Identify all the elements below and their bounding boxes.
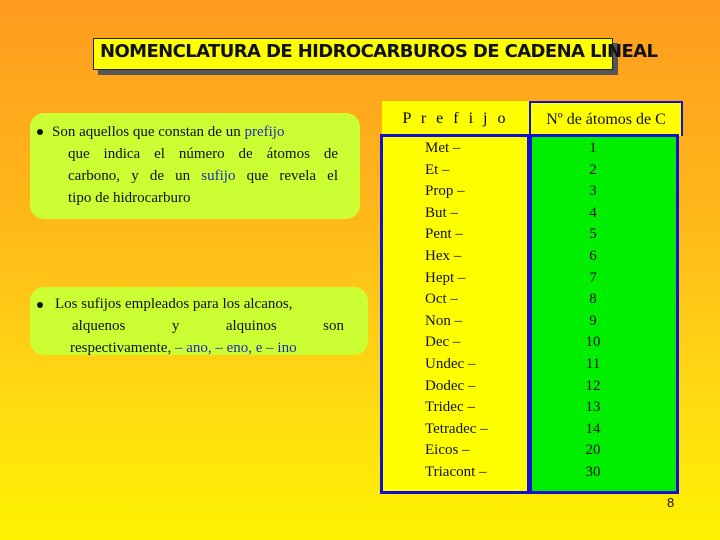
count-cell: 9 — [589, 312, 597, 329]
bullet-line — [68, 188, 190, 209]
count-cell: 11 — [585, 356, 601, 372]
highlight-sufijo: sufijo — [201, 168, 236, 184]
count-cell: 30 — [585, 464, 601, 480]
highlight-prefijo: prefijo — [244, 124, 285, 140]
bullet-text: Los sufijos empleados para los alcanos, — [55, 296, 293, 312]
bullet-text: que indica el número de átomos de — [68, 146, 338, 162]
bullet-box-suffixes — [30, 287, 368, 355]
prefix-cell: Et – — [425, 161, 450, 178]
count-cell: 8 — [589, 291, 597, 308]
prefix-cell: Tridec – — [425, 399, 475, 416]
count-cell: 4 — [589, 204, 597, 221]
bullet-line — [55, 294, 292, 315]
bullet-text: carbono, y de un — [68, 168, 202, 184]
count-column-header: Nº de átomos de C — [529, 101, 683, 136]
bullet-line — [52, 122, 284, 143]
bullet-text: respectivamente, — [70, 340, 175, 356]
count-cell: 3 — [589, 183, 597, 200]
count-cell: 14 — [585, 420, 601, 437]
prefix-cell: But – — [425, 204, 458, 221]
count-cell: 5 — [589, 226, 597, 243]
bullet-line — [68, 144, 338, 165]
prefix-cell: Eicos – — [425, 442, 470, 459]
prefix-cell: Prop – — [425, 183, 465, 200]
prefix-cell: Triacont – — [425, 464, 487, 480]
prefix-cell: Tetradec – — [425, 420, 488, 437]
bullet-line — [72, 316, 344, 337]
bullet-line — [70, 338, 297, 359]
prefix-cell: Dodec – — [425, 377, 476, 394]
bullet-text: tipo de hidrocarburo — [68, 190, 191, 206]
count-cell: 12 — [585, 377, 601, 394]
count-cell: 10 — [585, 334, 601, 351]
highlight-suffixes: – ano, – eno, e – ino — [174, 340, 297, 356]
count-cell: 13 — [585, 399, 601, 416]
bullet-text: que revela el — [235, 168, 338, 184]
prefix-cell: Met – — [425, 140, 461, 156]
prefix-cell: Hept – — [425, 269, 466, 286]
bullet-box-definition — [30, 113, 360, 219]
prefix-cell: Oct – — [425, 291, 458, 308]
count-cell: 6 — [589, 248, 597, 264]
count-cell: 1 — [589, 140, 597, 156]
prefix-cell: Undec – — [425, 356, 476, 372]
bullet-dot-icon — [37, 129, 43, 135]
prefix-column-header: P r e f i j o — [382, 101, 529, 136]
prefix-cell: Pent – — [425, 226, 463, 243]
count-column — [529, 134, 679, 494]
bullet-text: Son aquellos que constan de un — [52, 124, 245, 140]
prefix-cell: Non – — [425, 312, 463, 329]
bullet-dot-icon — [37, 302, 43, 308]
count-cell: 20 — [585, 442, 601, 459]
prefix-column — [380, 134, 530, 494]
title-box — [93, 38, 658, 70]
count-cell: 2 — [589, 161, 597, 178]
slide-title: NOMENCLATURA DE HIDROCARBUROS DE CADENA LINEAL — [100, 41, 658, 62]
page-number: 8 — [667, 495, 675, 510]
bullet-text: alquenos y alquinos son — [72, 318, 344, 334]
prefix-cell: Dec – — [425, 334, 461, 351]
count-cell: 7 — [589, 269, 597, 286]
bullet-line — [68, 166, 338, 187]
prefix-cell: Hex – — [425, 248, 462, 264]
